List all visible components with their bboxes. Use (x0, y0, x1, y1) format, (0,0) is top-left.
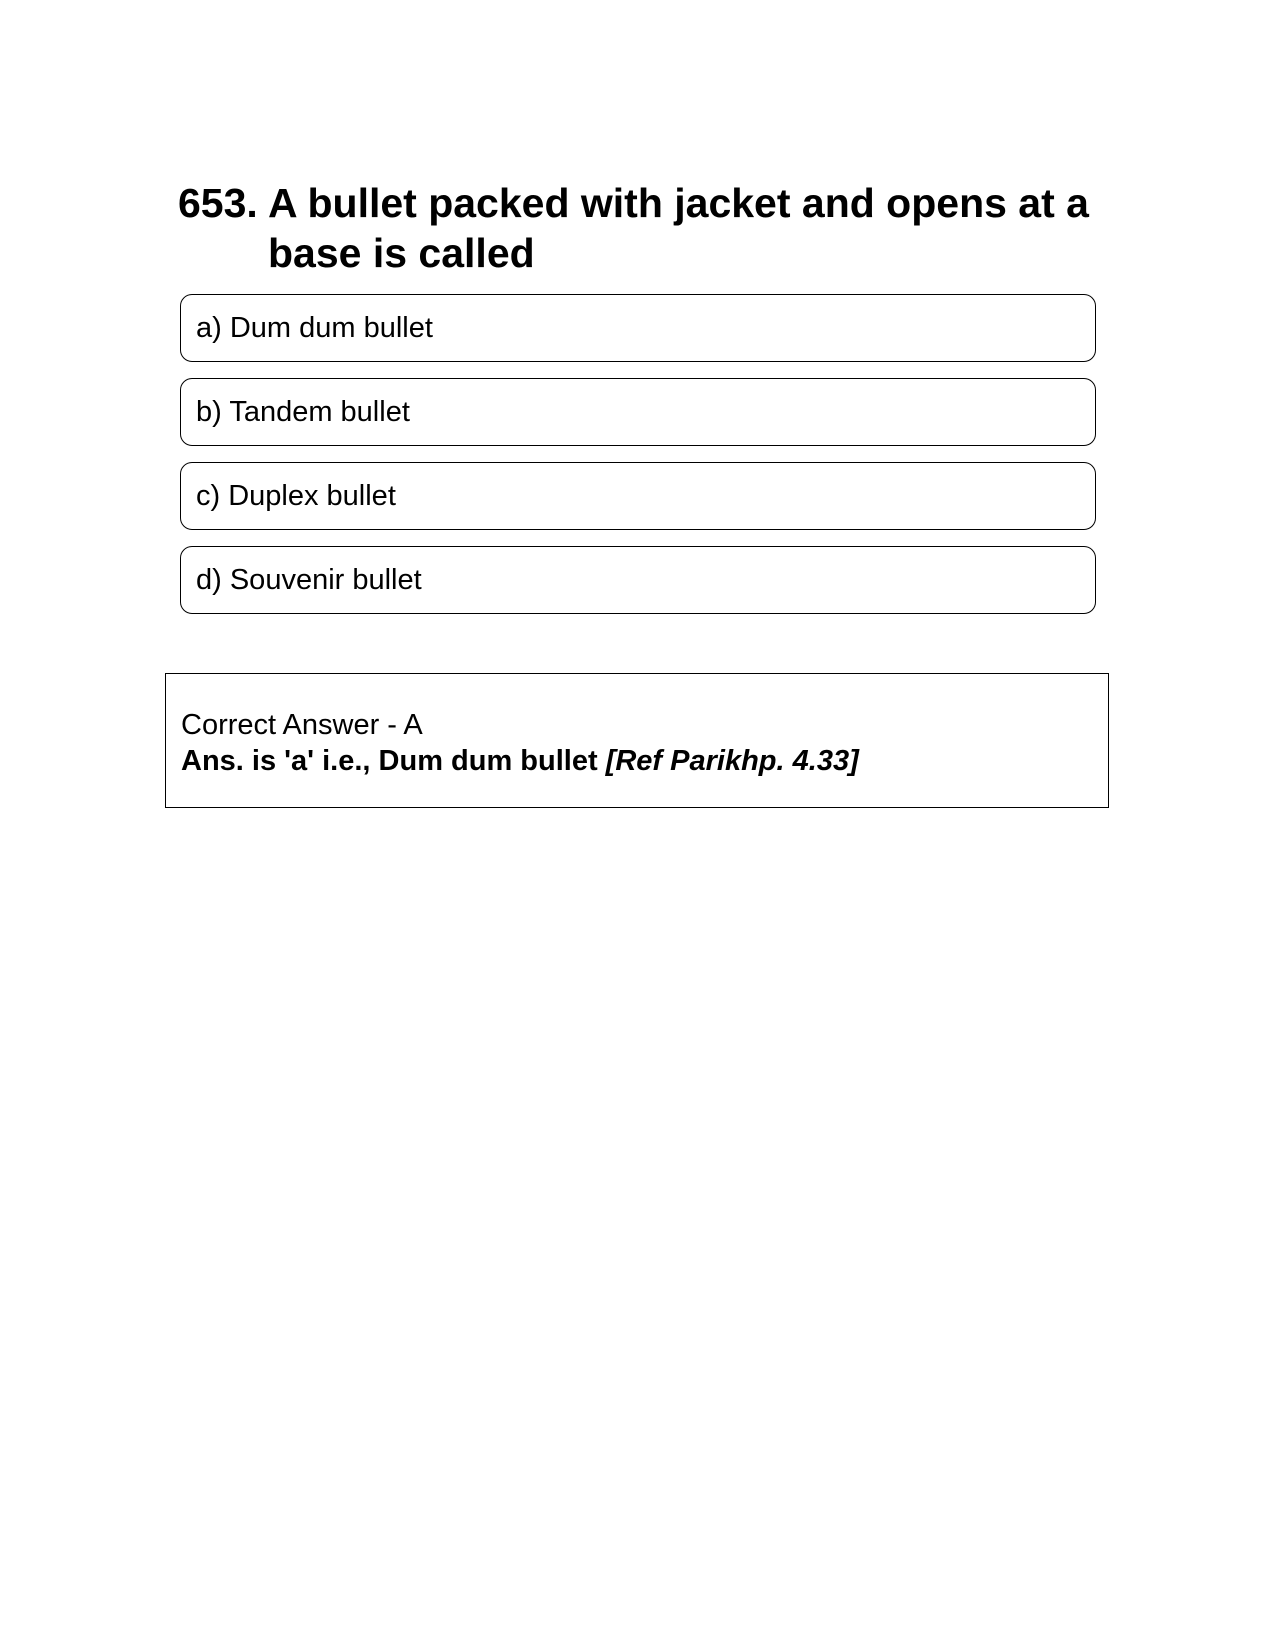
question-number: 653. (178, 180, 258, 226)
option-d[interactable] (180, 546, 1096, 614)
explanation-line (181, 743, 1093, 779)
question-text: A bullet packed with jacket and opens at a base is called (268, 180, 1089, 276)
answer-box (165, 673, 1109, 808)
option-a-label: a) Dum dum bullet (196, 311, 433, 344)
options-list (180, 294, 1096, 630)
reference-text: [Ref Parikhp. 4.33] (605, 745, 859, 777)
option-b-label: b) Tandem bullet (196, 395, 410, 428)
correct-answer-line: Correct Answer - A (181, 709, 423, 741)
explanation-text: Ans. is 'a' i.e., Dum dum bullet (181, 745, 598, 777)
option-a[interactable] (180, 294, 1096, 362)
question (178, 178, 1098, 278)
option-b[interactable] (180, 378, 1096, 446)
option-c[interactable] (180, 462, 1096, 530)
option-c-label: c) Duplex bullet (196, 479, 396, 512)
option-d-label: d) Souvenir bullet (196, 563, 422, 596)
